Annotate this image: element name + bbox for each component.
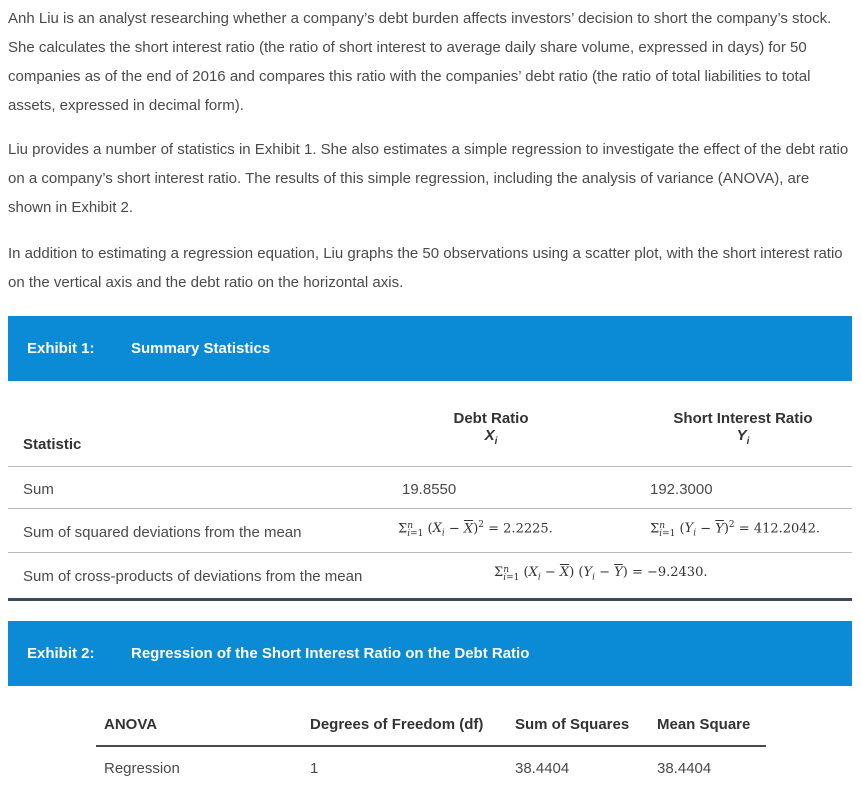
cross-product-value: = −9.2430. [631,565,708,580]
short-interest-symbol: Y [736,427,747,444]
intro-paragraph-3: In addition to estimating a regression equation, Liu graphs the 50 observations using a scatter plot, with the short interest ratio on the vertical axis and the debt ratio on the horizontal axis. [8,245,843,291]
exhibit-2-title: Regression of the Short Interest Ratio on the Debt Ratio [131,645,530,662]
row-sum-debt: 19.8550 [402,481,457,498]
anova-row-ms: 38.4404 [657,760,712,777]
exhibit-1-header [8,316,852,381]
short-interest-subscript: i [746,436,750,447]
anova-row-df: 1 [310,760,319,777]
intro-paragraph-2: Liu provides a number of statistics in Exhibit 1. She also estimates a simple regression to investigate the effect of the debt ratio on a company’s short interest ratio. The results of this simple regression, including the analysis of variance (ANOVA), are shown in Exhibit 2. [8,141,849,216]
table-bottom-rule [8,598,852,601]
col-header-short-interest-ratio [660,410,826,447]
row-ssd-label: Sum of squared deviations from the mean [23,524,302,541]
col-header-mean-square: Mean Square [657,716,751,733]
col-header-debt-ratio [441,410,541,447]
col-header-sum-of-squares: Sum of Squares [515,716,630,733]
row-sum-label: Sum [23,481,54,498]
ssd-short-formula: Σ n i=1 $(Y_i - \overline{Y})^2 = 412.2042$. [650,520,820,540]
table-divider [8,552,852,553]
col-header-statistic: Statistic [23,436,82,453]
exhibit-1-title: Summary Statistics [131,340,271,357]
row-cross-label: Sum of cross-products of deviations from the mean [23,568,363,585]
anova-header-rule [96,745,766,747]
row-sum-short: 192.3000 [650,481,713,498]
col-header-anova: ANOVA [104,716,158,733]
exhibit-2-header [8,621,852,686]
exhibit-1-label: Exhibit 1: [27,340,95,357]
ssd-debt-value: = 2.2225. [488,521,553,537]
exhibit-2-label: Exhibit 2: [27,645,95,662]
col-header-df: Degrees of Freedom (df) [310,716,484,733]
table-divider [8,466,852,467]
debt-ratio-subscript: i [494,436,498,447]
cross-product-formula: Σ n i=1 $(X_i - \overline{X}) (Y_i - \overline{Y}) = -9.2430$. [494,565,708,583]
ssd-short-value: = 412.2042. [738,521,820,537]
debt-ratio-symbol: X [484,427,495,444]
anova-row-label: Regression [104,760,180,777]
anova-row-ss: 38.4404 [515,760,570,777]
table-divider [8,508,852,509]
col-header-debt-ratio-label: Debt Ratio [453,410,529,427]
ssd-debt-formula: Σ n i=1 $(X_i - \overline{X})^2 = 2.2225$. [398,520,553,540]
col-header-short-interest-label: Short Interest Ratio [673,410,813,427]
intro-paragraph-1: Anh Liu is an analyst researching whether a company’s debt burden affects investors’ decision to short the company’s stock. She calculates the short interest ratio (the ratio of short interest to average daily share volume, expressed in days) for 50 companies as of the end of 2016 and compares this ratio with the companies’ debt ratio (the ratio of total liabilities to total assets, expressed in decimal form). [8,10,832,114]
